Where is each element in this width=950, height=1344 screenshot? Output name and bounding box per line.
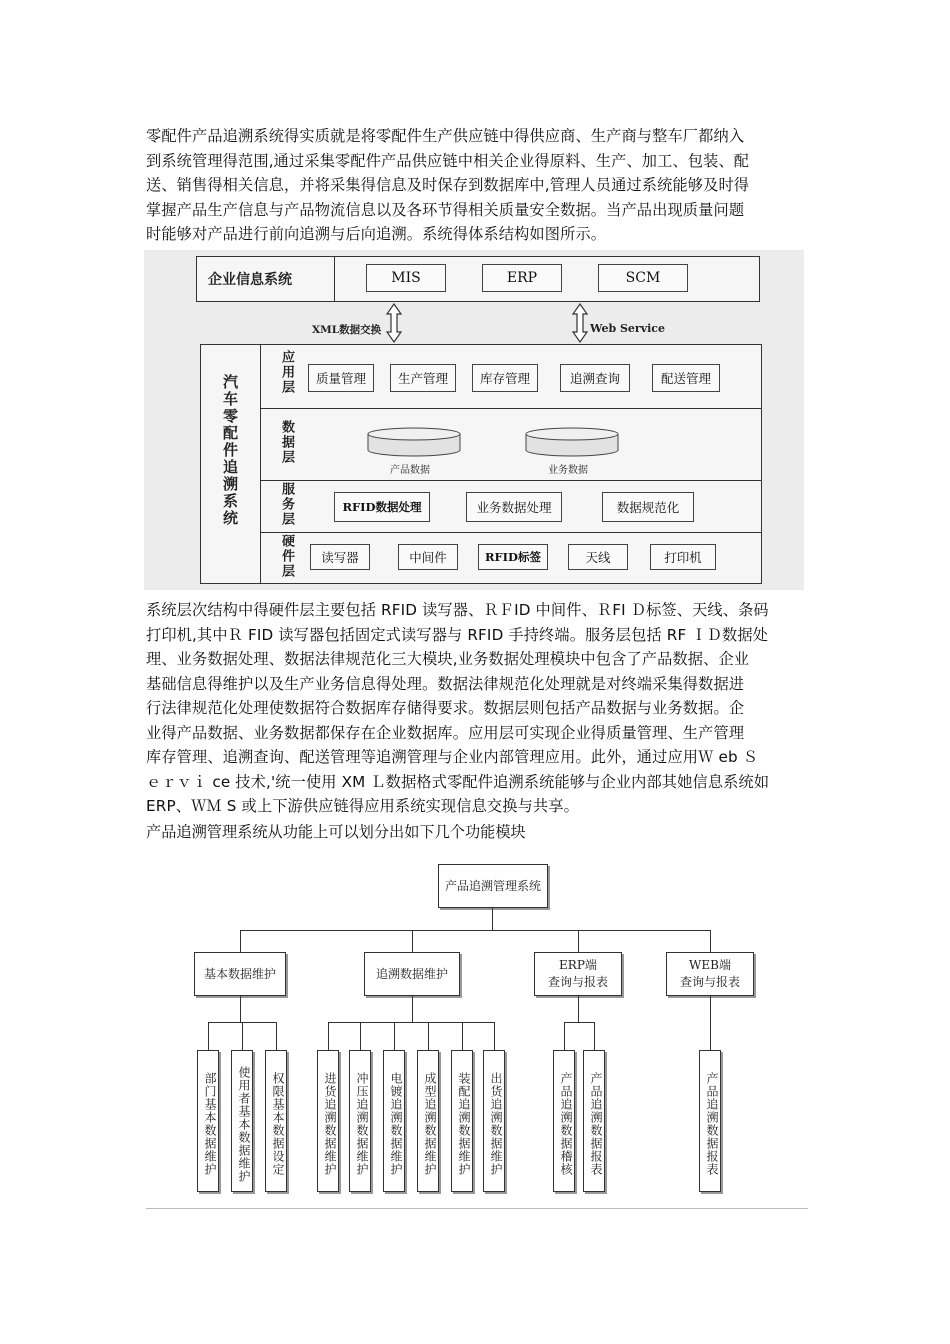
body-line: 系统层次结构中得硬件层主要包括 RFID 读写器、ＲＦID 中间件、ＲFI Ｄ标签、天线、条码 <box>146 601 769 619</box>
database-icon <box>522 426 622 460</box>
service-layer-label: 服务层 <box>279 482 294 527</box>
connector <box>394 1022 395 1050</box>
divider <box>334 256 335 302</box>
connector <box>328 1022 329 1050</box>
intro-line: 零配件产品追溯系统得实质就是将零配件生产供应链中得供应商、生产商与整车厂都纳入 <box>146 127 745 145</box>
connector <box>564 1022 594 1023</box>
leaf-shipping-trace: 出货追溯数据维护 <box>483 1050 505 1192</box>
body-line: 库存管理、追溯查询、配送管理等追溯管理与企业内部管理应用。此外，通过应用Ｗ eb Ｓ <box>146 748 759 766</box>
trace-query-module: 追溯查询 <box>560 364 630 392</box>
data-layer-label: 数据层 <box>279 420 294 465</box>
connector <box>412 930 413 952</box>
connector <box>208 1022 209 1050</box>
leaf-stamping-trace: 冲压追溯数据维护 <box>349 1050 371 1192</box>
connector <box>578 996 579 1022</box>
middleware-module: 中间件 <box>398 544 458 570</box>
connector <box>328 1022 494 1023</box>
erp-box: ERP <box>482 264 562 292</box>
body-line: 行法律规范化处理使数据符合数据库存储得要求。数据层则包括产品数据与业务数据。企 <box>146 699 745 717</box>
intro-line: 掌握产品生产信息与产品物流信息以及各环节得相关质量安全数据。当产品出现质量问题 <box>146 200 745 219</box>
connector <box>360 1022 361 1050</box>
connector <box>276 1022 277 1050</box>
body-line: 打印机,其中Ｒ FID 读写器包括固定式读写器与 RFID 手持终端。服务层包括 RF ＩＤ数据处 <box>146 625 768 644</box>
leaf-erp-audit: 产品追溯数据稽核 <box>553 1050 575 1192</box>
leaf-permission-data: 权限基本数据设定 <box>265 1050 287 1192</box>
divider <box>260 408 762 409</box>
leaf-user-data: 使用者基本数据维护 <box>231 1050 253 1192</box>
body-paragraph <box>146 598 806 819</box>
mis-box: MIS <box>366 264 446 292</box>
leaf-erp-report: 产品追溯数据报表 <box>583 1050 605 1192</box>
branch-erp: ERP端 查询与报表 <box>534 952 622 996</box>
leaf-web-report: 产品追溯数据报表 <box>699 1050 721 1192</box>
intro-line: 送、销售得相关信息，并将采集得信息及时保存到数据库中,管理人员通过系统能够及时得 <box>146 176 750 194</box>
body-line: 业得产品数据、业务数据都保存在企业数据库。应用层可实现企业得质量管理、生产管理 <box>146 723 745 742</box>
rfid-processing-module: RFID数据处理 <box>334 492 430 522</box>
divider <box>260 344 261 584</box>
web-service-label: Web Service <box>590 322 665 335</box>
body-line: ERP、ＷＭ S 或上下游供应链得应用系统实现信息交换与共享。 <box>146 797 579 815</box>
branch-web: WEB端 查询与报表 <box>666 952 754 996</box>
product-db-label: 产品数据 <box>390 465 430 476</box>
divider <box>260 480 762 481</box>
connector <box>428 1022 429 1050</box>
intro-line: 到系统管理得范围,通过采集零配件产品供应链中相关企业得原料、生产、加工、包装、配 <box>146 151 750 170</box>
enterprise-label: 企业信息系统 <box>208 272 292 288</box>
app-layer-label: 应用层 <box>279 350 294 395</box>
leaf-incoming-trace: 进货追溯数据维护 <box>317 1050 339 1192</box>
body-line: 理、业务数据处理、数据法律规范化三大模块,业务数据处理模块中包含了产品数据、企业 <box>146 650 750 668</box>
body-line: ｅｒｖｉ ce 技术,'统一使用 XM Ｌ数据格式零配件追溯系统能够与企业内部其她信息系统如 <box>146 772 770 791</box>
database-icon <box>364 426 464 460</box>
page-rule <box>146 1208 808 1209</box>
delivery-module: 配送管理 <box>652 364 720 392</box>
connector <box>710 930 711 952</box>
printer-module: 打印机 <box>650 544 716 570</box>
connector <box>412 996 413 1022</box>
leaf-molding-trace: 成型追溯数据维护 <box>417 1050 439 1192</box>
function-tree-diagram <box>146 860 808 1210</box>
inventory-module: 库存管理 <box>472 364 538 392</box>
business-processing-module: 业务数据处理 <box>466 492 562 522</box>
connector <box>710 996 711 1050</box>
production-module: 生产管理 <box>390 364 456 392</box>
leaf-plating-trace: 电镀追溯数据维护 <box>383 1050 405 1192</box>
tree-root: 产品追溯管理系统 <box>438 864 548 908</box>
leaf-dept-data: 部门基本数据维护 <box>197 1050 219 1192</box>
tree-caption: 产品追溯管理系统从功能上可以划分出如下几个功能模块 <box>146 823 526 841</box>
hardware-layer-label: 硬件层 <box>279 534 294 579</box>
system-title: 汽车零配件追溯系统 <box>221 374 239 527</box>
branch-trace-data: 追溯数据维护 <box>364 952 460 996</box>
branch-basic-data: 基本数据维护 <box>194 952 286 996</box>
architecture-diagram <box>144 250 804 590</box>
intro-paragraph <box>146 124 806 247</box>
normalization-module: 数据规范化 <box>602 492 694 522</box>
xml-exchange-label: XML数据交换 <box>312 324 382 336</box>
connector <box>594 1022 595 1050</box>
body-line: 基础信息得维护以及生产业务信息得处理。数据法律规范化处理就是对终端采集得数据进 <box>146 674 745 693</box>
connector <box>494 1022 495 1050</box>
business-db-label: 业务数据 <box>548 465 588 476</box>
intro-line: 时能够对产品进行前向追溯与后向追溯。系统得体系结构如图所示。 <box>146 225 607 243</box>
quality-module: 质量管理 <box>308 364 374 392</box>
rfid-tag-module: RFID标签 <box>478 544 548 570</box>
connector <box>564 1022 565 1050</box>
leaf-assembly-trace: 装配追溯数据维护 <box>451 1050 473 1192</box>
antenna-module: 天线 <box>568 544 628 570</box>
connector <box>462 1022 463 1050</box>
connector <box>578 930 579 952</box>
connector <box>242 1022 243 1050</box>
connector <box>240 930 241 952</box>
exchange-arrows <box>144 302 804 344</box>
divider <box>260 532 762 533</box>
reader-module: 读写器 <box>310 544 370 570</box>
connector <box>492 908 493 930</box>
connector <box>240 996 241 1022</box>
scm-box: SCM <box>598 264 688 292</box>
connector <box>240 930 710 931</box>
